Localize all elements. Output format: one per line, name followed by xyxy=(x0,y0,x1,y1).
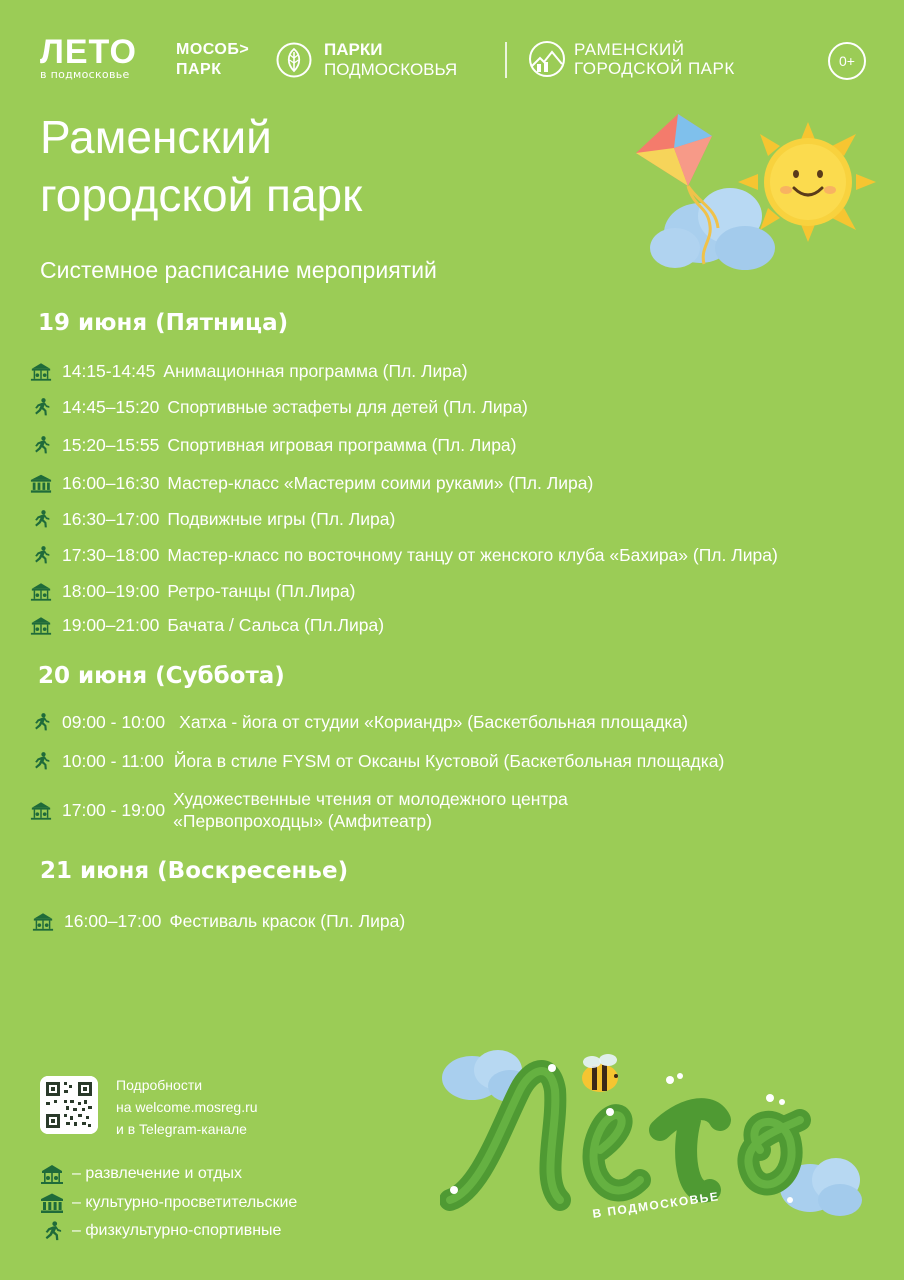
event-time: 15:20–15:55 xyxy=(62,435,160,455)
event-description: Йога в стиле FYSM от Оксаны Кустовой (Баскетбольная площадка) xyxy=(173,751,725,771)
ramenskiy-park-logo xyxy=(528,40,735,78)
carousel-icon xyxy=(30,360,52,382)
event-time: 18:00–19:00 xyxy=(62,581,160,601)
carousel-icon xyxy=(40,1164,64,1184)
leto-logo-subtitle: в подмосковье xyxy=(40,68,130,81)
runner-icon xyxy=(30,544,52,566)
leto-logo-title: ЛЕТО xyxy=(40,33,137,71)
event-description: Фестиваль красок (Пл. Лира) xyxy=(169,911,406,931)
bee-icon xyxy=(582,1054,618,1092)
qr-code[interactable] xyxy=(40,1076,98,1134)
event-row xyxy=(30,360,468,382)
legend-item-cultural xyxy=(40,1192,297,1214)
carousel-icon xyxy=(30,799,52,821)
cloud-icon xyxy=(650,188,775,270)
day-header-20: 20 июня (Суббота) xyxy=(38,663,285,689)
ramen-logo-line2: ГОРОДСКОЙ ПАРК xyxy=(574,59,735,78)
event-description: Мастер-класс по восточному танцу от женского клуба «Бахира» (Пл. Лира) xyxy=(167,545,778,565)
header-divider xyxy=(505,42,507,78)
event-row xyxy=(30,472,593,494)
event-row xyxy=(30,434,516,456)
mosobpark-logo xyxy=(176,40,249,80)
event-description: Спортивная игровая программа (Пл. Лира) xyxy=(167,435,517,455)
runner-icon xyxy=(40,1221,64,1241)
parki-logo-line2: ПОДМОСКОВЬЯ xyxy=(324,60,458,79)
event-description-line2: «Первопроходцы» (Амфитеатр) xyxy=(173,811,432,831)
leto-script-subtitle: В ПОДМОСКОВЬЕ xyxy=(591,1189,721,1221)
carousel-icon xyxy=(30,614,52,636)
carousel-icon xyxy=(30,580,52,602)
runner-icon xyxy=(30,711,52,733)
more-info-line1: Подробности xyxy=(116,1077,203,1093)
legend-item-sport xyxy=(40,1220,281,1242)
leto-logo xyxy=(40,33,137,82)
carousel-icon xyxy=(32,910,54,932)
legend-item-entertainment xyxy=(40,1163,242,1185)
title-line2: городской парк xyxy=(40,169,363,221)
more-info-link[interactable]: на welcome.mosreg.ru xyxy=(116,1099,258,1115)
more-info-text xyxy=(116,1074,258,1140)
ramen-logo-line1: РАМЕНСКИЙ xyxy=(574,40,685,59)
event-description-line1: Художественные чтения от молодежного центра xyxy=(173,789,568,809)
event-time: 09:00 - 10:00 xyxy=(62,712,166,732)
museum-icon xyxy=(30,472,52,494)
parki-podmoskovya-logo xyxy=(276,40,457,80)
title-line1: Раменский xyxy=(40,111,272,163)
event-description: Хатха - йога от студии «Кориандр» (Баскетбольная площадка) xyxy=(179,712,689,732)
legend-label: – развлечение и отдых xyxy=(72,1165,243,1182)
leto-script-logo xyxy=(440,1050,870,1260)
event-row xyxy=(30,580,355,602)
event-time: 17:00 - 19:00 xyxy=(62,800,166,820)
event-time: 19:00–21:00 xyxy=(62,615,160,635)
event-row xyxy=(30,788,568,832)
mosob-logo-line2: ПАРК xyxy=(176,61,222,78)
event-time: 16:00–16:30 xyxy=(62,473,160,493)
mosob-logo-line1: МОСОБ> xyxy=(176,41,250,58)
kite-sun-illustration xyxy=(630,108,880,278)
runner-icon xyxy=(30,750,52,772)
event-row xyxy=(32,910,405,932)
event-time: 16:00–17:00 xyxy=(64,911,162,931)
event-row xyxy=(30,544,778,566)
event-description: Бачата / Сальса (Пл.Лира) xyxy=(167,615,385,635)
parki-logo-line1: ПАРКИ xyxy=(324,40,383,59)
event-description: Подвижные игры (Пл. Лира) xyxy=(167,509,396,529)
park-emblem-icon xyxy=(528,40,566,78)
page-title xyxy=(40,108,362,224)
event-description: Ретро-танцы (Пл.Лира) xyxy=(167,581,356,601)
event-time: 17:30–18:00 xyxy=(62,545,160,565)
event-row xyxy=(30,508,395,530)
event-row xyxy=(30,750,724,772)
museum-icon xyxy=(40,1193,64,1213)
event-row xyxy=(30,711,688,733)
event-time: 14:15-14:45 xyxy=(62,361,156,381)
age-rating-badge: 0+ xyxy=(828,42,866,80)
legend-label: – культурно-просветительские xyxy=(72,1194,298,1211)
day-header-21: 21 июня (Воскресенье) xyxy=(40,858,349,884)
event-description: Анимационная программа (Пл. Лира) xyxy=(163,361,468,381)
more-info-line3: и в Telegram-канале xyxy=(116,1121,247,1137)
page-subtitle: Системное расписание мероприятий xyxy=(40,257,437,283)
event-row xyxy=(30,614,384,636)
event-time: 14:45–15:20 xyxy=(62,397,160,417)
event-time: 10:00 - 11:00 xyxy=(62,751,164,771)
runner-icon xyxy=(30,396,52,418)
event-description: Спортивные эстафеты для детей (Пл. Лира) xyxy=(167,397,528,417)
runner-icon xyxy=(30,508,52,530)
event-row xyxy=(30,396,528,418)
day-header-19: 19 июня (Пятница) xyxy=(38,310,289,336)
event-time: 16:30–17:00 xyxy=(62,509,160,529)
event-description: Мастер-класс «Мастерим соими руками» (Пл. Лира) xyxy=(167,473,594,493)
legend-label: – физкультурно-спортивные xyxy=(72,1222,282,1239)
runner-icon xyxy=(30,434,52,456)
event-description xyxy=(173,788,568,832)
leaf-circle-icon xyxy=(276,42,312,78)
